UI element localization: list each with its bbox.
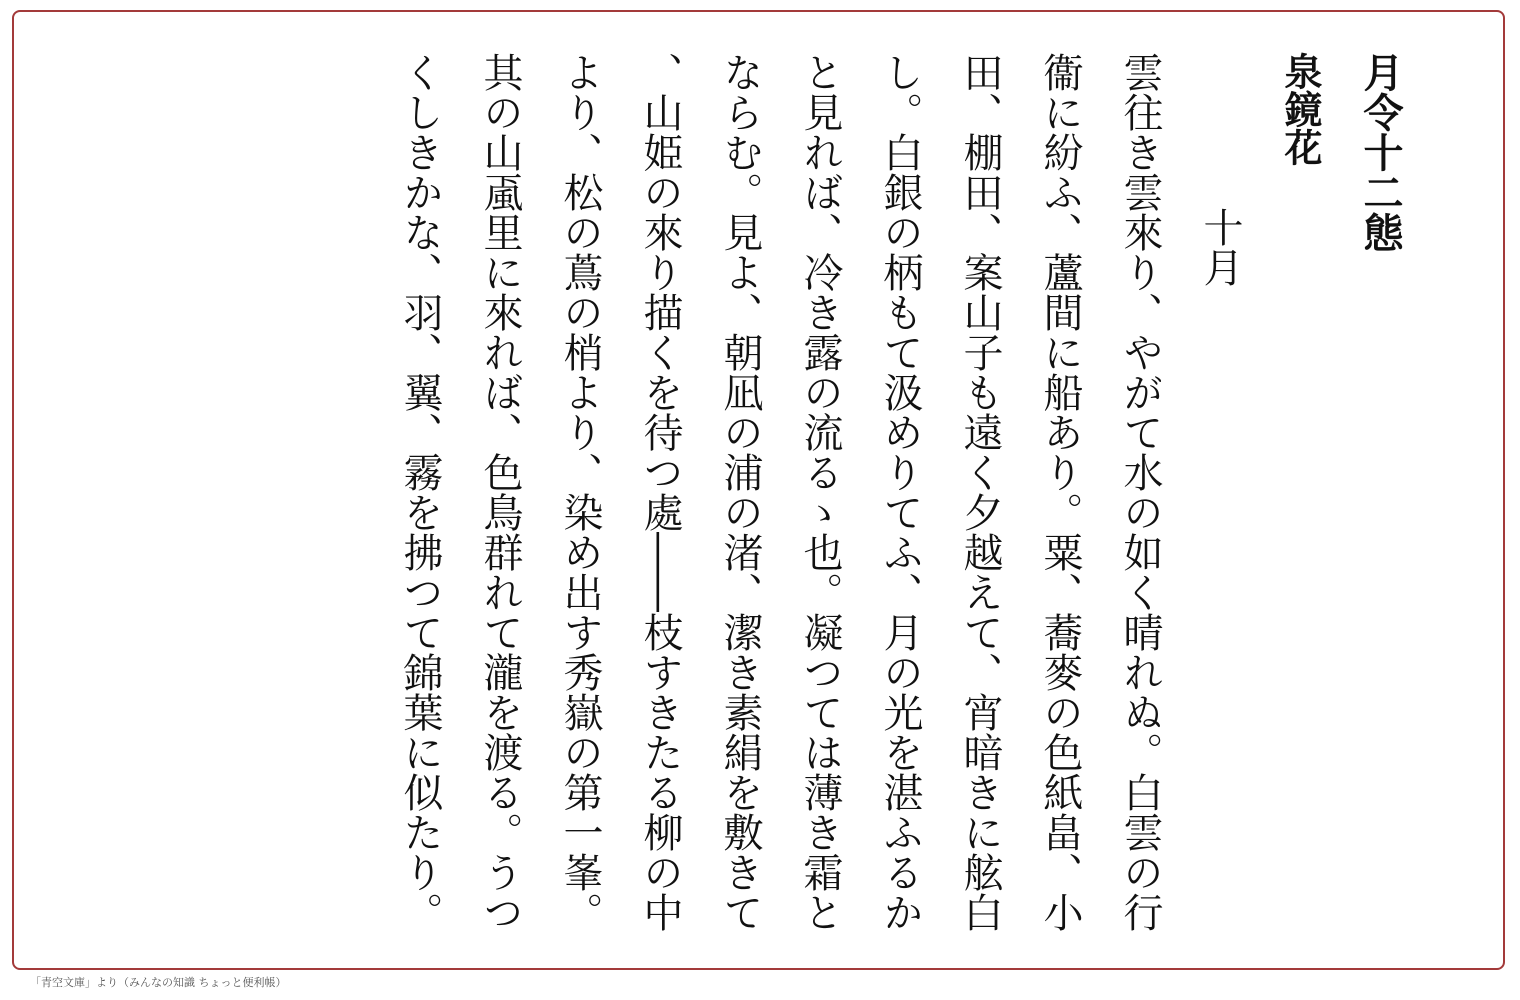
section-heading: 十月 xyxy=(1197,207,1243,287)
work-title: 月令十二態 xyxy=(1357,52,1404,252)
body-text: 雲往き雲來り、やがて水の如く晴れぬ。白雲の行衞に紛ふ、蘆間に船あり。粟、蕎麥の色紙畠、小田、棚田、案山子も遠く夕越えて、宵暗きに舷白し。白銀の柄もて汲めりてふ、月の光を湛ふるかと見れば、冷き露の流るゝ也。凝つては薄き霜とならむ。見よ、朝凪の浦の渚、潔き素絹を敷きて、山姫の來り描くを待つ處――枝すきたる柳の中より、松の蔦の梢より、染め出す秀嶽の第一峯。其の山颪里に來れば、色鳥群れて瀧を渡る。うつくしきかな、羽、翼、霧を拂つて錦葉に似たり。 xyxy=(397,52,1163,932)
source-note: 「青空文庫」より（みんなの知識 ちょっと便利帳） xyxy=(30,976,287,989)
author-name: 泉鏡花 xyxy=(1278,52,1323,166)
vertical-text-block xyxy=(300,52,1420,932)
